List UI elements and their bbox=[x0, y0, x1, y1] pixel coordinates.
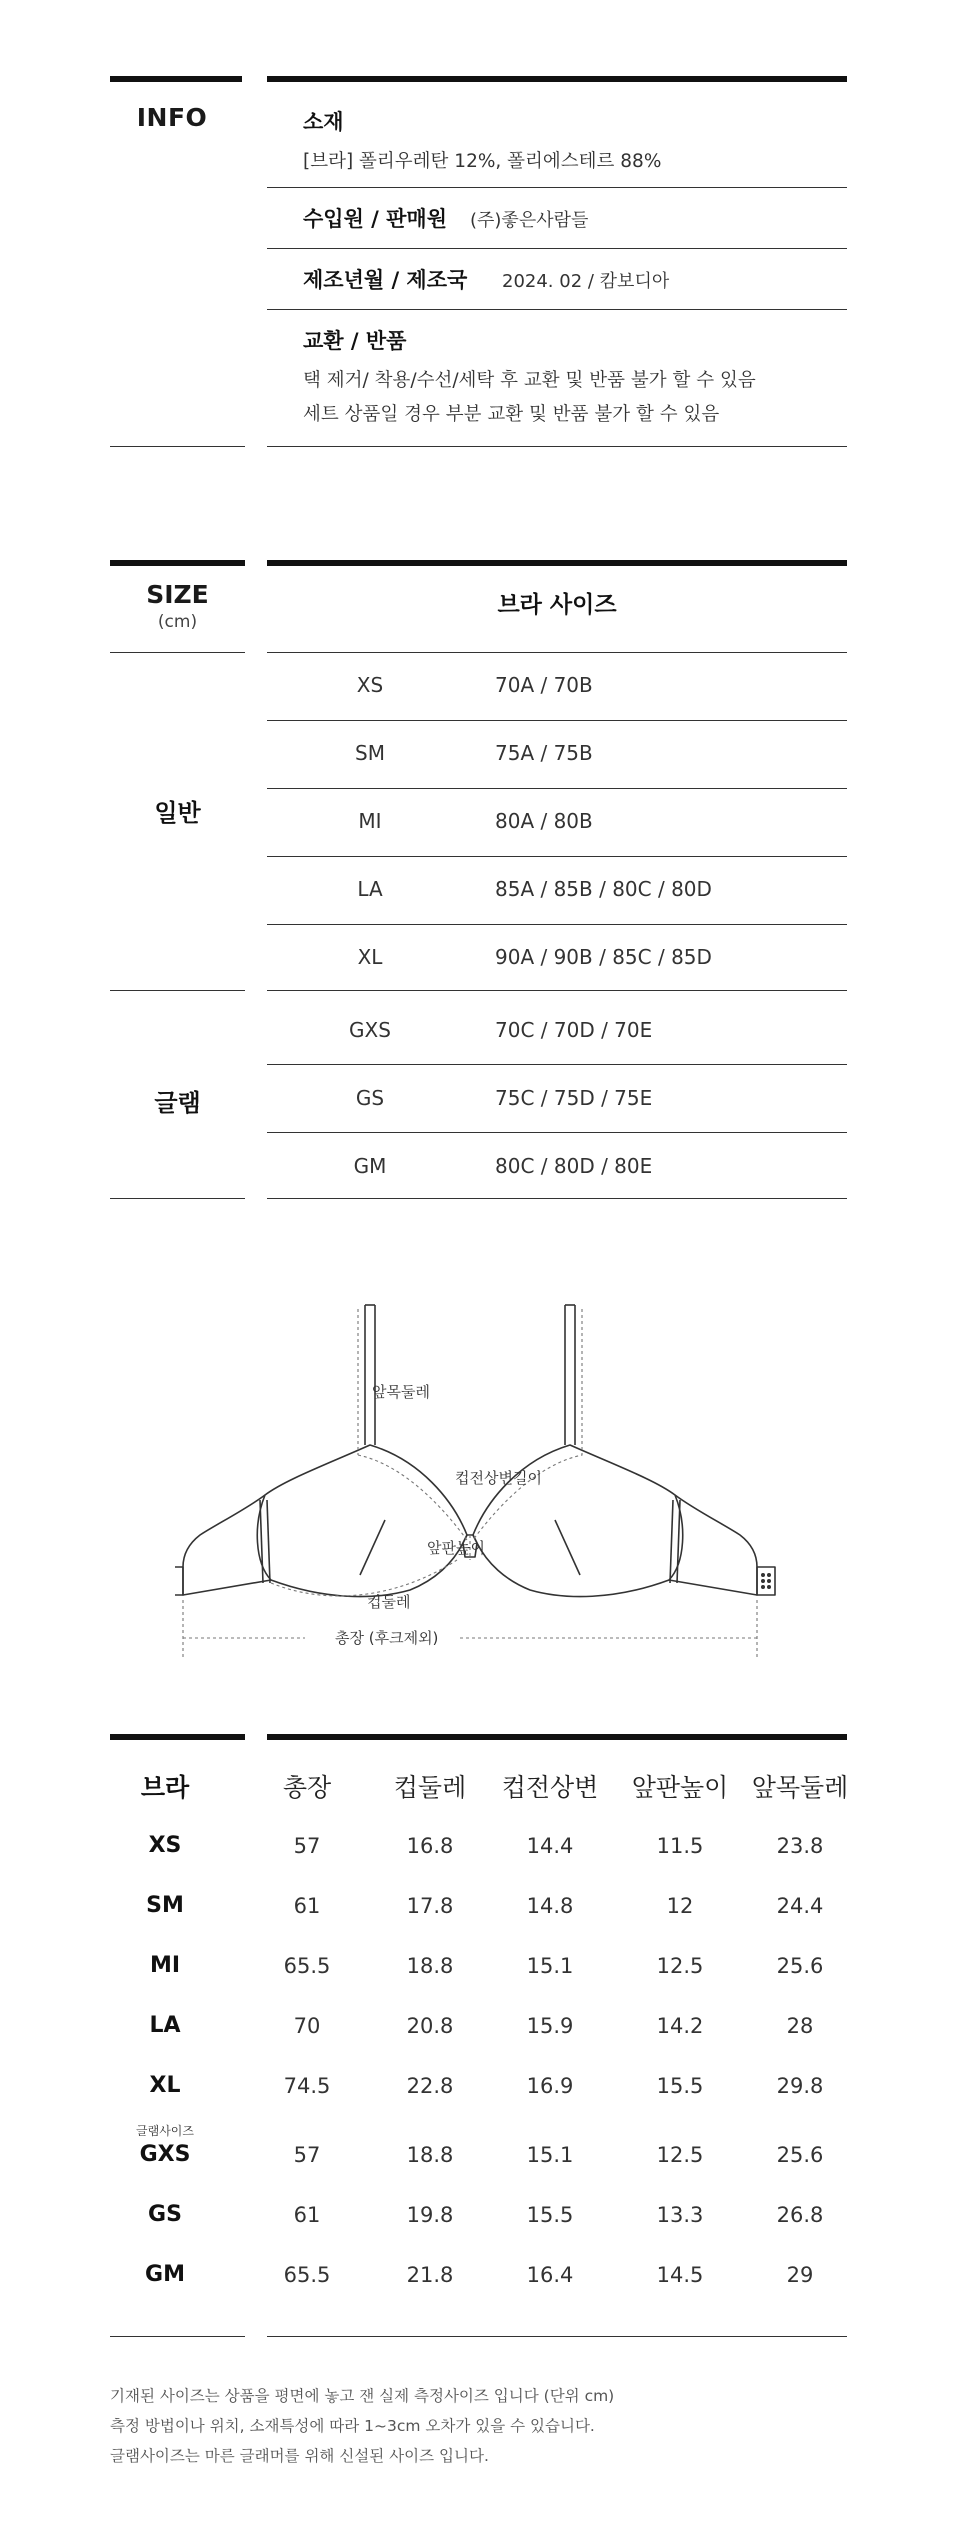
measure-cell: 15.1 bbox=[526, 1954, 574, 1978]
measure-cell: 22.8 bbox=[406, 2074, 454, 2098]
size-code: GXS bbox=[349, 1018, 391, 1042]
divider bbox=[110, 2336, 245, 2337]
measure-header-cup-upper: 컵전상변 bbox=[501, 1773, 599, 1802]
measure-cell: 20.8 bbox=[406, 2014, 454, 2038]
exchange-line-2: 세트 상품일 경우 부분 교환 및 반품 불가 할 수 있음 bbox=[303, 404, 720, 425]
measure-cell: 14.5 bbox=[656, 2263, 704, 2287]
divider bbox=[267, 788, 847, 789]
bra-measurement-diagram bbox=[175, 1295, 805, 1670]
made-value: 2024. 02 / 캄보디아 bbox=[502, 271, 670, 292]
measure-cell: 15.5 bbox=[526, 2203, 574, 2227]
size-value: 75C / 75D / 75E bbox=[495, 1086, 653, 1110]
measure-cell: 15.5 bbox=[656, 2074, 704, 2098]
measure-cell: 70 bbox=[293, 2014, 321, 2038]
measure-cell: 65.5 bbox=[283, 1954, 331, 1978]
measure-header-total: 총장 bbox=[282, 1773, 332, 1802]
measure-cell: 18.8 bbox=[406, 1954, 454, 1978]
divider bbox=[110, 446, 245, 447]
exchange-line-1: 택 제거/ 착용/수선/세탁 후 교환 및 반품 불가 할 수 있음 bbox=[303, 370, 756, 391]
size-value: 80C / 80D / 80E bbox=[495, 1154, 653, 1178]
measure-size-gs: GS bbox=[148, 2202, 182, 2227]
measure-header-bar-left bbox=[110, 1734, 245, 1740]
size-code: XS bbox=[356, 673, 384, 697]
measure-size-sm: SM bbox=[146, 1893, 184, 1918]
measure-cell: 18.8 bbox=[406, 2143, 454, 2167]
measure-size-gxs: GXS bbox=[139, 2142, 191, 2167]
measure-cell: 12.5 bbox=[656, 1954, 704, 1978]
footnote: 글램사이즈는 마른 글래머를 위해 신설된 사이즈 입니다. bbox=[110, 2447, 489, 2465]
measure-cell: 21.8 bbox=[406, 2263, 454, 2287]
measure-cell: 65.5 bbox=[283, 2263, 331, 2287]
divider bbox=[110, 1198, 245, 1199]
measure-size-la: LA bbox=[149, 2013, 181, 2038]
measure-cell: 24.4 bbox=[776, 1894, 824, 1918]
footnote: 측정 방법이나 위치, 소재특성에 따라 1~3cm 오차가 있을 수 있습니다. bbox=[110, 2417, 595, 2435]
material-value: [브라] 폴리우레탄 12%, 폴리에스테르 88% bbox=[303, 151, 662, 172]
divider bbox=[267, 1132, 847, 1133]
size-unit: (cm) bbox=[157, 612, 198, 632]
group-label-glam: 글램 bbox=[154, 1089, 201, 1117]
measure-header-cup: 컵둘레 bbox=[393, 1773, 467, 1802]
size-code: LA bbox=[357, 877, 383, 901]
divider bbox=[267, 924, 847, 925]
group-label-general: 일반 bbox=[154, 799, 201, 827]
measure-cell: 16.9 bbox=[526, 2074, 574, 2098]
size-value: 80A / 80B bbox=[495, 809, 593, 833]
label-total: 총장 (후크제외) bbox=[335, 1629, 439, 1647]
size-code: MI bbox=[358, 809, 382, 833]
material-label: 소재 bbox=[303, 110, 344, 134]
label-cup: 컵둘레 bbox=[367, 1593, 411, 1611]
measure-cell: 14.8 bbox=[526, 1894, 574, 1918]
measure-cell: 61 bbox=[293, 2203, 321, 2227]
size-value: 75A / 75B bbox=[495, 741, 593, 765]
size-code: XL bbox=[357, 945, 383, 969]
measure-header-neck: 앞목둘레 bbox=[751, 1773, 849, 1802]
bra-size-header: 브라 사이즈 bbox=[497, 592, 617, 618]
size-code: GS bbox=[355, 1086, 385, 1110]
measure-cell: 17.8 bbox=[406, 1894, 454, 1918]
measure-cell: 26.8 bbox=[776, 2203, 824, 2227]
label-center: 앞판높이 bbox=[427, 1539, 485, 1557]
measure-cell: 28 bbox=[786, 2014, 814, 2038]
measure-cell: 25.6 bbox=[776, 1954, 824, 1978]
measure-cell: 14.2 bbox=[656, 2014, 704, 2038]
measure-cell: 74.5 bbox=[283, 2074, 331, 2098]
importer-label: 수입원 / 판매원 bbox=[303, 207, 448, 231]
divider bbox=[267, 309, 847, 310]
divider bbox=[267, 446, 847, 447]
size-title: SIZE bbox=[146, 580, 209, 609]
measure-cell: 25.6 bbox=[776, 2143, 824, 2167]
divider bbox=[267, 856, 847, 857]
size-code: SM bbox=[355, 741, 385, 765]
divider bbox=[267, 990, 847, 991]
measure-cell: 16.8 bbox=[406, 1834, 454, 1858]
measure-cell: 57 bbox=[293, 1834, 321, 1858]
divider bbox=[110, 652, 245, 653]
measure-cell: 29 bbox=[786, 2263, 814, 2287]
info-header-bar-left bbox=[110, 76, 242, 82]
size-header-bar-left bbox=[110, 560, 245, 566]
divider bbox=[267, 248, 847, 249]
divider bbox=[267, 720, 847, 721]
measure-header-front-height: 앞판높이 bbox=[631, 1773, 729, 1802]
label-neck: 앞목둘레 bbox=[372, 1383, 430, 1401]
measure-header-bar-right bbox=[267, 1734, 847, 1740]
exchange-label: 교환 / 반품 bbox=[303, 329, 407, 353]
measure-cell: 57 bbox=[293, 2143, 321, 2167]
divider bbox=[267, 2336, 847, 2337]
measure-cell: 15.9 bbox=[526, 2014, 574, 2038]
divider bbox=[267, 652, 847, 653]
size-header-bar-right bbox=[267, 560, 847, 566]
measure-cell: 12.5 bbox=[656, 2143, 704, 2167]
size-value: 85A / 85B / 80C / 80D bbox=[495, 877, 712, 901]
measure-cell: 29.8 bbox=[776, 2074, 824, 2098]
glam-size-note: 글램사이즈 bbox=[136, 2124, 194, 2138]
measure-cell: 14.4 bbox=[526, 1834, 574, 1858]
size-value: 90A / 90B / 85C / 85D bbox=[495, 945, 712, 969]
measure-header-bra: 브라 bbox=[140, 1773, 190, 1802]
hook-icon bbox=[761, 1573, 771, 1589]
size-code: GM bbox=[353, 1154, 387, 1178]
divider bbox=[267, 1064, 847, 1065]
measure-cell: 12 bbox=[666, 1894, 694, 1918]
made-label: 제조년월 / 제조국 bbox=[303, 268, 468, 292]
measure-cell: 23.8 bbox=[776, 1834, 824, 1858]
size-value: 70A / 70B bbox=[495, 673, 593, 697]
measure-cell: 13.3 bbox=[656, 2203, 704, 2227]
footnote: 기재된 사이즈는 상품을 평면에 놓고 잰 실제 측정사이즈 입니다 (단위 cm) bbox=[110, 2387, 615, 2405]
measure-cell: 11.5 bbox=[656, 1834, 704, 1858]
measure-cell: 19.8 bbox=[406, 2203, 454, 2227]
measure-size-xs: XS bbox=[148, 1833, 182, 1858]
divider bbox=[267, 187, 847, 188]
measure-cell: 61 bbox=[293, 1894, 321, 1918]
info-title: INFO bbox=[136, 103, 208, 132]
measure-size-xl: XL bbox=[149, 2073, 181, 2098]
label-cup-upper: 컵전상변길이 bbox=[455, 1469, 542, 1487]
measure-size-gm: GM bbox=[145, 2262, 185, 2287]
measure-cell: 15.1 bbox=[526, 2143, 574, 2167]
divider bbox=[110, 990, 245, 991]
divider bbox=[267, 1198, 847, 1199]
measure-size-mi: MI bbox=[149, 1953, 181, 1978]
size-value: 70C / 70D / 70E bbox=[495, 1018, 653, 1042]
measure-cell: 16.4 bbox=[526, 2263, 574, 2287]
info-header-bar-right bbox=[267, 76, 847, 82]
importer-value: (주)좋은사람들 bbox=[470, 210, 589, 231]
